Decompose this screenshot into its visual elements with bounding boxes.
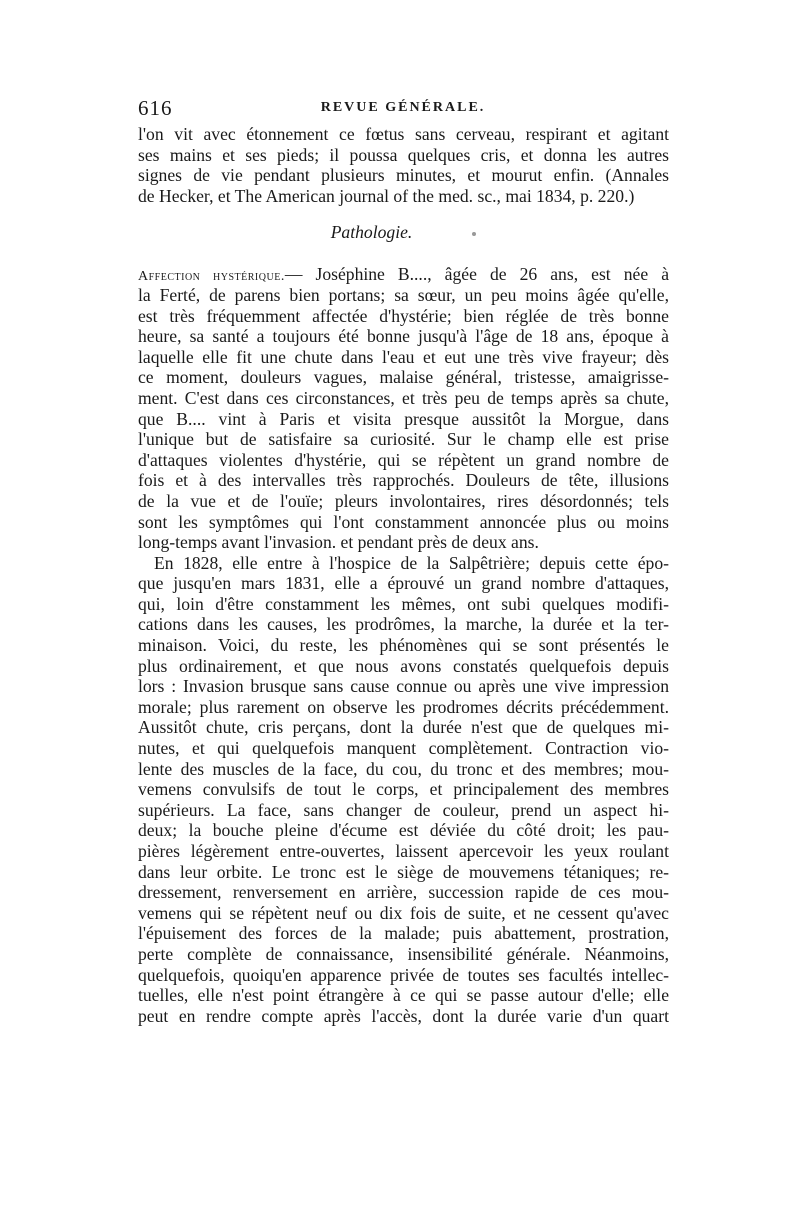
text-line: minaison. Voici, du reste, les phénomènes qui se sont présentés le: [138, 635, 669, 656]
text-line: vemens convulsifs de tout le corps, et principalement des membres: [138, 779, 669, 800]
text-line: pières légèrement entre-ouvertes, laissent apercevoir les yeux roulant: [138, 841, 669, 861]
text-line: de Hecker, et The American journal of the med. sc., mai 1834, p. 220.): [138, 185, 635, 206]
text-line: morale; plus rarement on observe les prodromes décrits précédemment.: [138, 696, 669, 717]
text-line: de la vue et de l'ouïe; pleurs involontaires, rires désordonnés; tels: [138, 490, 669, 511]
text-line: vemens qui se répètent neuf ou dix fois de suite, et ne cessent qu'avec: [138, 902, 669, 923]
text-line: est très fréquemment affectée d'hystérie; bien réglée de très bonne: [138, 305, 669, 326]
text-line: l'on vit avec étonnement ce fœtus sans cerveau, respirant et agitant: [138, 124, 669, 144]
text-line: laquelle elle fit une chute dans l'eau et eut une très vive frayeur; dès: [138, 346, 669, 367]
text-line: nutes, et qui quelquefois manquent complètement. Contraction vio-: [138, 738, 669, 759]
page-number: 616: [138, 96, 173, 120]
body-text: [138, 124, 669, 1026]
text-line: peut en rendre compte après l'accès, dont la durée varie d'un quart: [138, 1005, 669, 1026]
running-title: REVUE GÉNÉRALE.: [320, 100, 486, 115]
text-line: En 1828, elle entre à l'hospice de la Salpêtrière; depuis cette épo-: [154, 552, 669, 573]
text-line: tuelles, elle n'est point étrangère à ce qui se passe autour d'elle; elle: [138, 985, 669, 1006]
text-line: cations dans les causes, les prodrômes, la marche, la durée et la ter-: [138, 614, 669, 635]
text-line: dans leur orbite. Le tronc est le siège de mouvemens tétaniques; re-: [138, 861, 669, 882]
text-line: l'unique but de satisfaire sa curiosité. Sur le champ elle est prise: [138, 429, 669, 450]
section-heading-text: Pathologie.: [330, 222, 413, 243]
text-line: long-temps avant l'invasion. et pendant près de deux ans.: [138, 532, 539, 553]
text-line: lente des muscles de la face, du cou, du tronc et des membres; mou-: [138, 758, 669, 779]
text-line: ses mains et ses pieds; il poussa quelques cris, et donna les autres: [138, 144, 669, 165]
case-title: Affection hystérique.: [138, 269, 285, 285]
text-line: ce moment, douleurs vagues, malaise général, tristesse, amaigrisse-: [138, 367, 669, 388]
text-line: Aussitôt chute, cris perçans, dont la durée n'est que de quelques mi-: [138, 717, 669, 738]
text-line: que jusqu'en mars 1831, elle a éprouvé un grand nombre d'attaques,: [138, 573, 669, 594]
text-line: perte complète de connaissance, insensibilité générale. Néanmoins,: [138, 943, 669, 964]
text-line: qui, loin d'être constamment les mêmes, ont subi quelques modifi-: [138, 593, 669, 614]
text-line: plus ordinairement, et que nous avons constatés quelquefois depuis: [138, 655, 669, 676]
text-line: [138, 264, 669, 285]
ink-dot: [472, 232, 476, 236]
text-line: supérieurs. La face, sans changer de couleur, prend un aspect hi-: [138, 799, 669, 820]
paragraph-start: — Joséphine B...., âgée de 26 ans, est née à: [284, 264, 669, 285]
text-line: quelquefois, quoiqu'en apparence privée de toutes ses facultés intellec-: [138, 964, 669, 985]
text-line: la Ferté, de parens bien portans; sa sœur, un peu moins âgée qu'elle,: [138, 284, 669, 305]
section-heading: [138, 214, 669, 250]
text-line: signes de vie pendant plusieurs minutes, et mourut enfin. (Annales: [138, 165, 669, 186]
text-line: fois et à des intervalles très rapprochés. Douleurs de tête, illusions: [138, 470, 669, 491]
text-line: d'attaques violentes d'hystérie, qui se répètent un grand nombre de: [138, 449, 669, 470]
text-line: sont les symptômes qui l'ont constamment annoncée plus ou moins: [138, 511, 669, 532]
running-header: [138, 96, 668, 120]
text-line: heure, sa santé a toujours été bonne jusqu'à l'âge de 18 ans, époque à: [138, 326, 669, 347]
text-line: lors : Invasion brusque sans cause connue ou après une vive impression: [138, 676, 669, 697]
text-line: ment. C'est dans ces circonstances, et très peu de temps après sa chute,: [138, 387, 669, 408]
text-line: l'épuisement des forces de la malade; puis abattement, prostration,: [138, 923, 669, 944]
text-line: que B.... vint à Paris et visita presque aussitôt la Morgue, dans: [138, 408, 669, 429]
text-line: dressement, renversement en arrière, succession rapide de ces mou-: [138, 882, 669, 903]
text-line: deux; la bouche pleine d'écume est déviée du côté droit; les pau-: [138, 820, 669, 841]
